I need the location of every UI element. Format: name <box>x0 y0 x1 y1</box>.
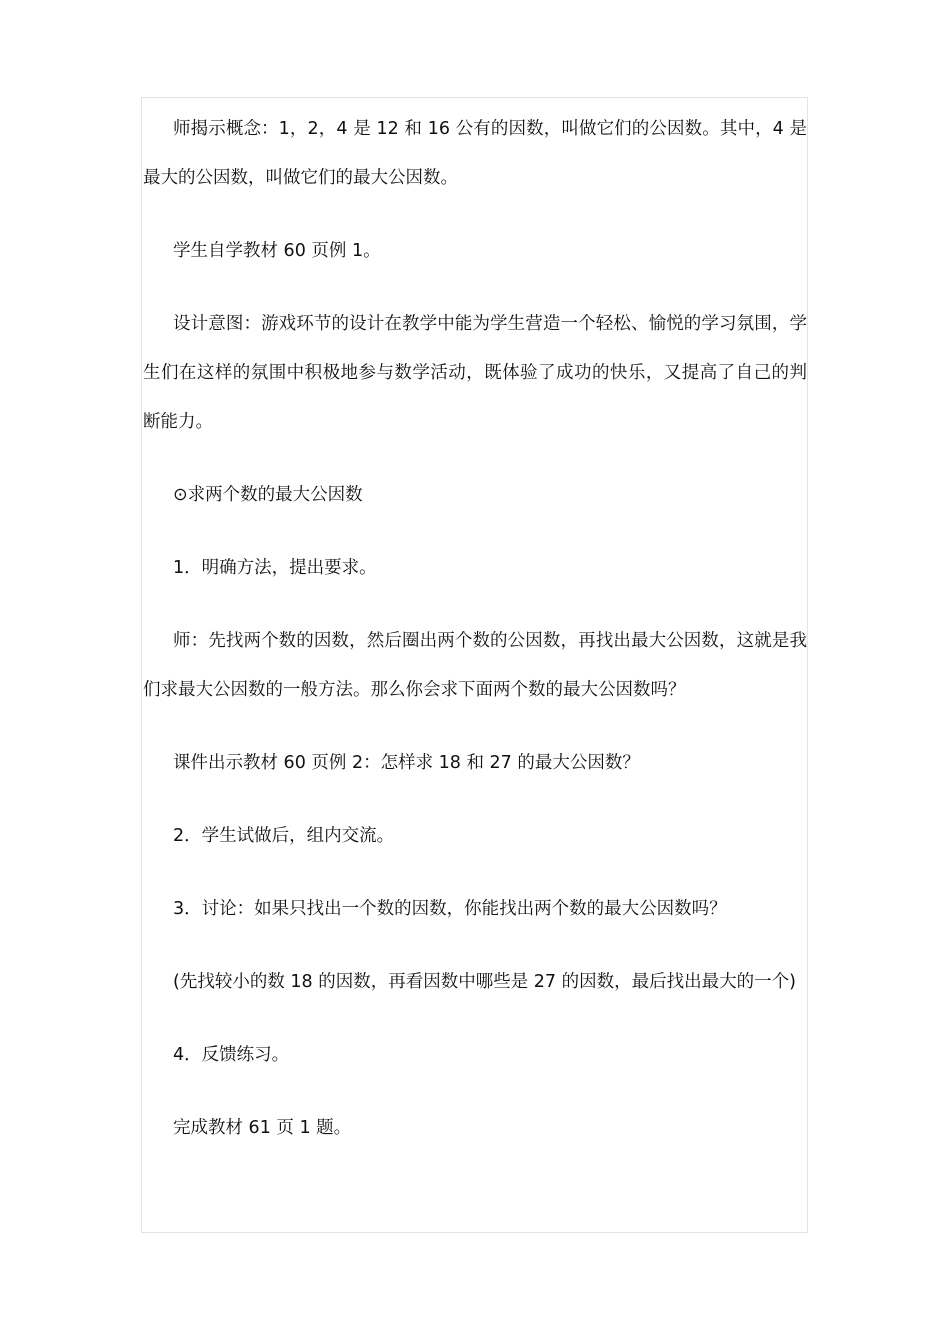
paragraph-example-2: 课件出示教材 60 页例 2：怎样求 18 和 27 的最大公因数？ <box>173 753 640 773</box>
paragraph-hint: (先找较小的数 18 的因数，再看因数中哪些是 27 的因数，最后找出最大的一个) <box>173 972 796 992</box>
paragraph-self-study: 学生自学教材 60 页例 1。 <box>173 241 381 261</box>
paragraph-design-intent: 设计意图：游戏环节的设计在教学中能为学生营造一个轻松、愉悦的学习氛围，学生们在这样的氛围中积极地参与数学活动，既体验了成功的快乐，又提高了自己的判断能力。 <box>143 314 807 432</box>
paragraph-step-3: 3．讨论：如果只找出一个数的因数，你能找出两个数的最大公因数吗？ <box>173 899 727 919</box>
paragraph-concept: 师揭示概念：1，2，4 是 12 和 16 公有的因数，叫做它们的公因数。其中，4 是最大的公因数，叫做它们的最大公因数。 <box>143 119 807 188</box>
paragraph-step-4: 4．反馈练习。 <box>173 1045 290 1065</box>
paragraph-step-2: 2．学生试做后，组内交流。 <box>173 826 395 846</box>
paragraph-step-1: 1．明确方法，提出要求。 <box>173 558 377 578</box>
paragraph-exercise: 完成教材 61 页 1 题。 <box>173 1118 352 1138</box>
paragraph-section-heading: ⊙求两个数的最大公因数 <box>173 485 363 505</box>
document-body <box>143 105 807 1177</box>
paragraph-teacher-method: 师：先找两个数的因数，然后圈出两个数的公因数，再找出最大公因数，这就是我们求最大公因数的一般方法。那么你会求下面两个数的最大公因数吗？ <box>143 631 807 700</box>
